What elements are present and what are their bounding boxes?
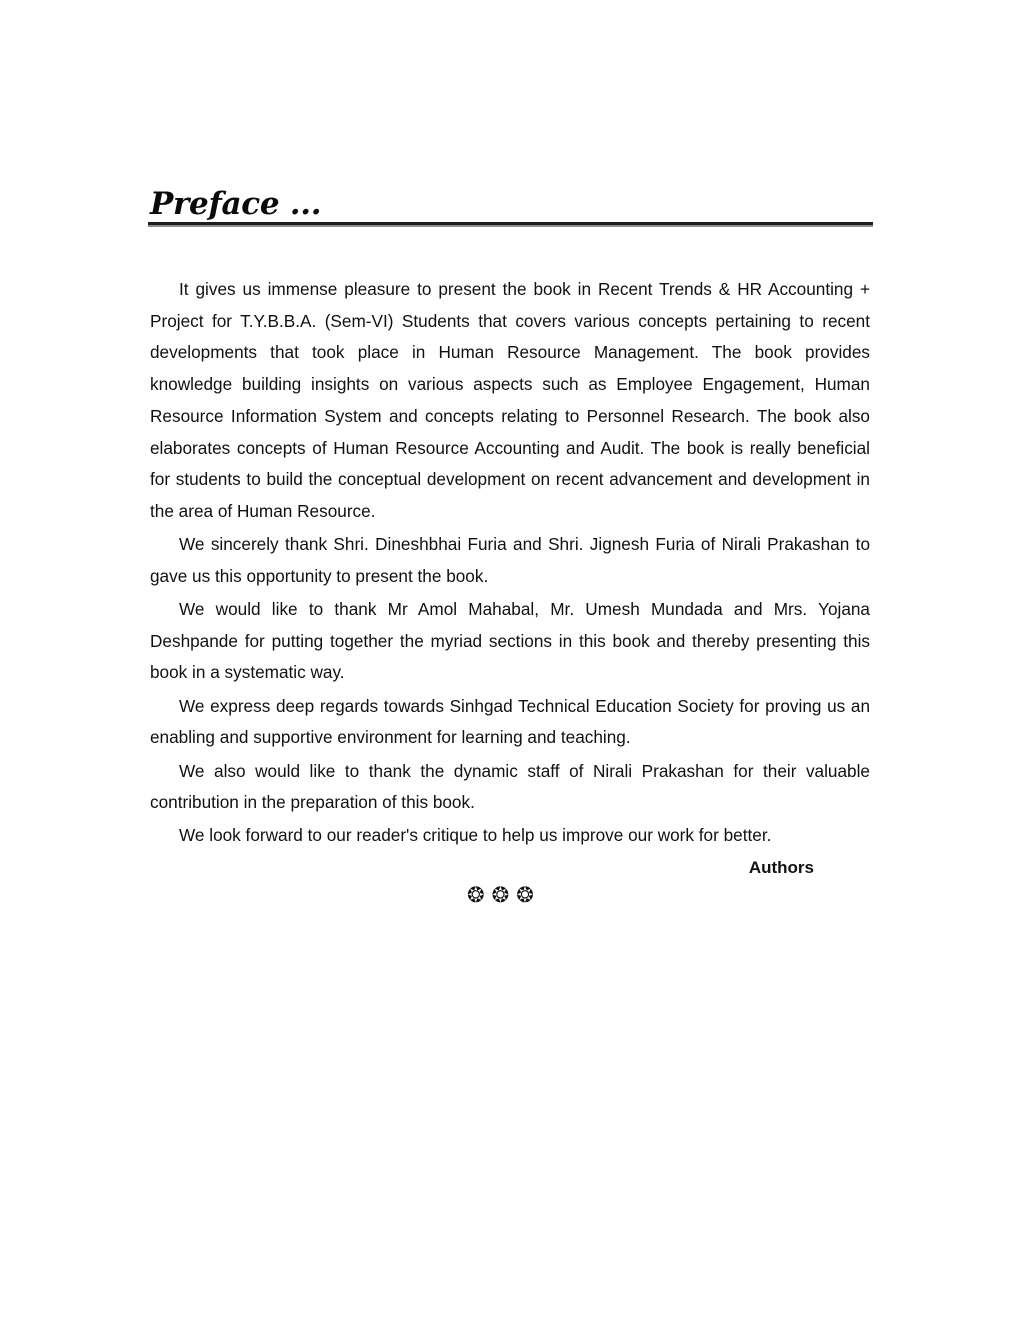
paragraph-thanks-staff: We also would like to thank the dynamic staff of Nirali Prakashan for their valuable contribution in the preparation of this book.	[150, 760, 870, 813]
authors-signature: Authors	[748, 858, 814, 877]
preface-body	[150, 274, 870, 852]
ornament-divider-icon: ❂❂❂	[467, 883, 541, 907]
page-title: Preface ...	[150, 186, 322, 222]
paragraph-intro: It gives us immense pleasure to present the book in Recent Trends & HR Accounting + Project for T.Y.B.B.A. (Sem-VI) Students that covers various concepts pertaining to recent developments that took place in Human Resource Management. The book provides knowledge building insights on various aspects such as Employee Engagement, Human Resource Information System and concepts relating to Personnel Research. The book also elaborates concepts of Human Resource Accounting and Audit. The book is really beneficial for students to build the conceptual development on recent advancement and development in the area of Human Resource.	[150, 279, 870, 521]
paragraph-closing: We look forward to our reader's critique to help us improve our work for better.	[179, 825, 772, 846]
paragraph-thanks-contributors: We would like to thank Mr Amol Mahabal, Mr. Umesh Mundada and Mrs. Yojana Deshpande for putting together the myriad sections in this book and thereby presenting this book in a systematic way.	[150, 599, 870, 683]
paragraph-regards-society: We express deep regards towards Sinhgad Technical Education Society for proving us an enabling and supportive environment for learning and teaching.	[150, 695, 870, 748]
paragraph-thanks-publishers: We sincerely thank Shri. Dineshbhai Furia and Shri. Jignesh Furia of Nirali Prakashan to gave us this opportunity to present the book.	[150, 534, 870, 586]
heading-block	[148, 186, 873, 225]
heading-underline	[148, 222, 873, 225]
